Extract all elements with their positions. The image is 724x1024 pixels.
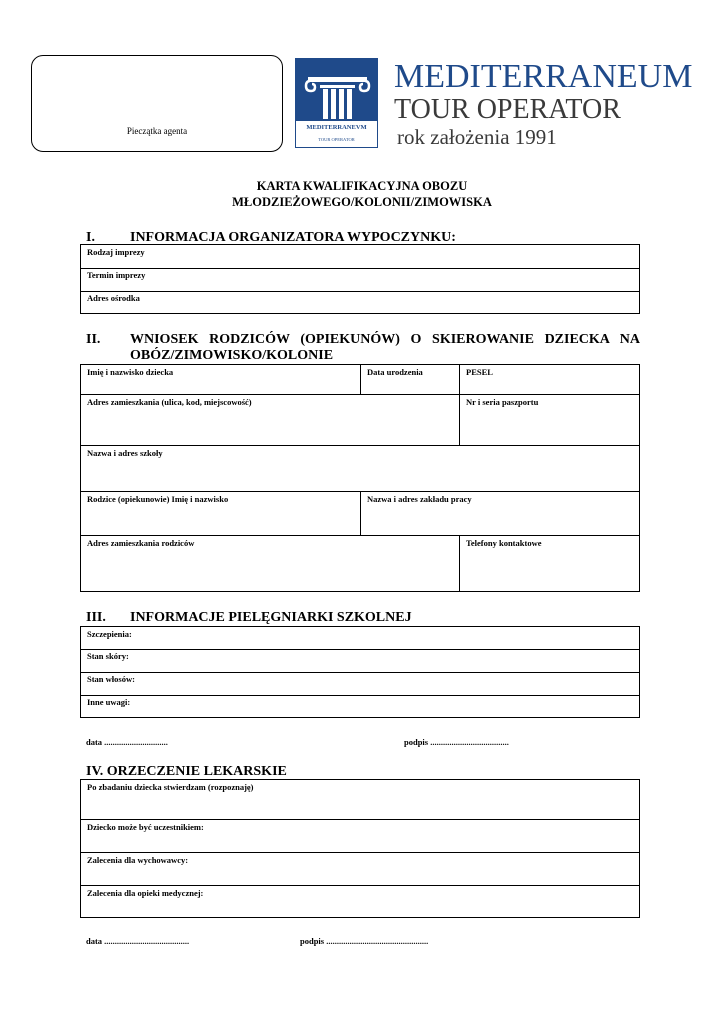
section3-number: III. [86, 610, 106, 625]
parents-address-field[interactable]: Adres zamieszkania rodziców [87, 538, 195, 548]
section1-number: I. [86, 230, 95, 245]
section4-title: IV. ORZECZENIE LEKARSKIE [86, 764, 287, 779]
section3-table [80, 626, 640, 718]
column-icon [296, 59, 379, 121]
brand-name: MEDITERRANEUM [394, 58, 693, 95]
section2-number: II. [86, 332, 101, 347]
section2-title-line2: OBÓZ/ZIMOWISKO/KOLONIE [130, 348, 334, 363]
document-title-line1: KARTA KWALIFIKACYJNA OBOZU [256, 179, 468, 193]
doctor-date-field[interactable]: data ........................................ [86, 936, 190, 946]
section2-table [80, 364, 640, 592]
section2-title-line1: WNIOSEK RODZICÓW (OPIEKUNÓW) O SKIEROWANIE DZIECKA NA [130, 332, 640, 347]
child-name-field[interactable]: Imię i nazwisko dziecka [87, 367, 174, 377]
passport-field[interactable]: Nr i seria paszportu [466, 397, 539, 407]
logo-emblem-text: MEDITERRANEVM [296, 121, 377, 135]
doctor-signature-field[interactable]: podpis ................................................ [300, 936, 429, 946]
vaccinations-field[interactable]: Szczepienia: [87, 629, 132, 639]
skin-condition-field[interactable]: Stan skóry: [87, 651, 129, 661]
eligibility-field[interactable]: Dziecko może być uczestnikiem: [87, 822, 204, 832]
other-notes-field[interactable]: Inne uwagi: [87, 697, 131, 707]
medical-care-recommendations-field[interactable]: Zalecenia dla opieki medycznej: [87, 888, 204, 898]
parents-name-field[interactable]: Rodzice (opiekunowie) Imię i nazwisko [87, 494, 229, 504]
hair-condition-field[interactable]: Stan włosów: [87, 674, 135, 684]
school-field[interactable]: Nazwa i adres szkoły [87, 448, 163, 458]
section3-title: INFORMACJE PIELĘGNIARKI SZKOLNEJ [130, 610, 412, 625]
section1-title: INFORMACJA ORGANIZATORA WYPOCZYNKU: [130, 230, 456, 245]
venue-address-field[interactable]: Adres ośrodka [87, 293, 140, 303]
stamp-label: Pieczątka agenta [126, 126, 188, 136]
agent-stamp-box [31, 55, 283, 152]
event-type-field[interactable]: Rodzaj imprezy [87, 247, 145, 257]
contact-phones-field[interactable]: Telefony kontaktowe [466, 538, 542, 548]
document-title-line2: MŁODZIEŻOWEGO/KOLONII/ZIMOWISKA [232, 195, 492, 209]
section1-table [80, 244, 640, 314]
home-address-field[interactable]: Adres zamieszkania (ulica, kod, miejscowość) [87, 397, 252, 407]
diagnosis-field[interactable]: Po zbadaniu dziecka stwierdzam (rozpoznaję) [87, 782, 254, 792]
section4-table [80, 779, 640, 918]
nurse-date-field[interactable]: data .............................. [86, 737, 168, 747]
brand-subtitle: TOUR OPERATOR [394, 94, 621, 125]
brand-founded-year: rok założenia 1991 [397, 125, 557, 149]
pesel-field[interactable]: PESEL [466, 367, 493, 377]
logo-emblem-subtext: TOUR OPERATOR [296, 135, 377, 147]
nurse-signature-field[interactable]: podpis ..................................... [404, 737, 509, 747]
event-date-field[interactable]: Termin imprezy [87, 270, 146, 280]
caretaker-recommendations-field[interactable]: Zalecenia dla wychowawcy: [87, 855, 189, 865]
birth-date-field[interactable]: Data urodzenia [367, 367, 423, 377]
logo-emblem [295, 58, 378, 148]
workplace-field[interactable]: Nazwa i adres zakładu pracy [367, 494, 472, 504]
